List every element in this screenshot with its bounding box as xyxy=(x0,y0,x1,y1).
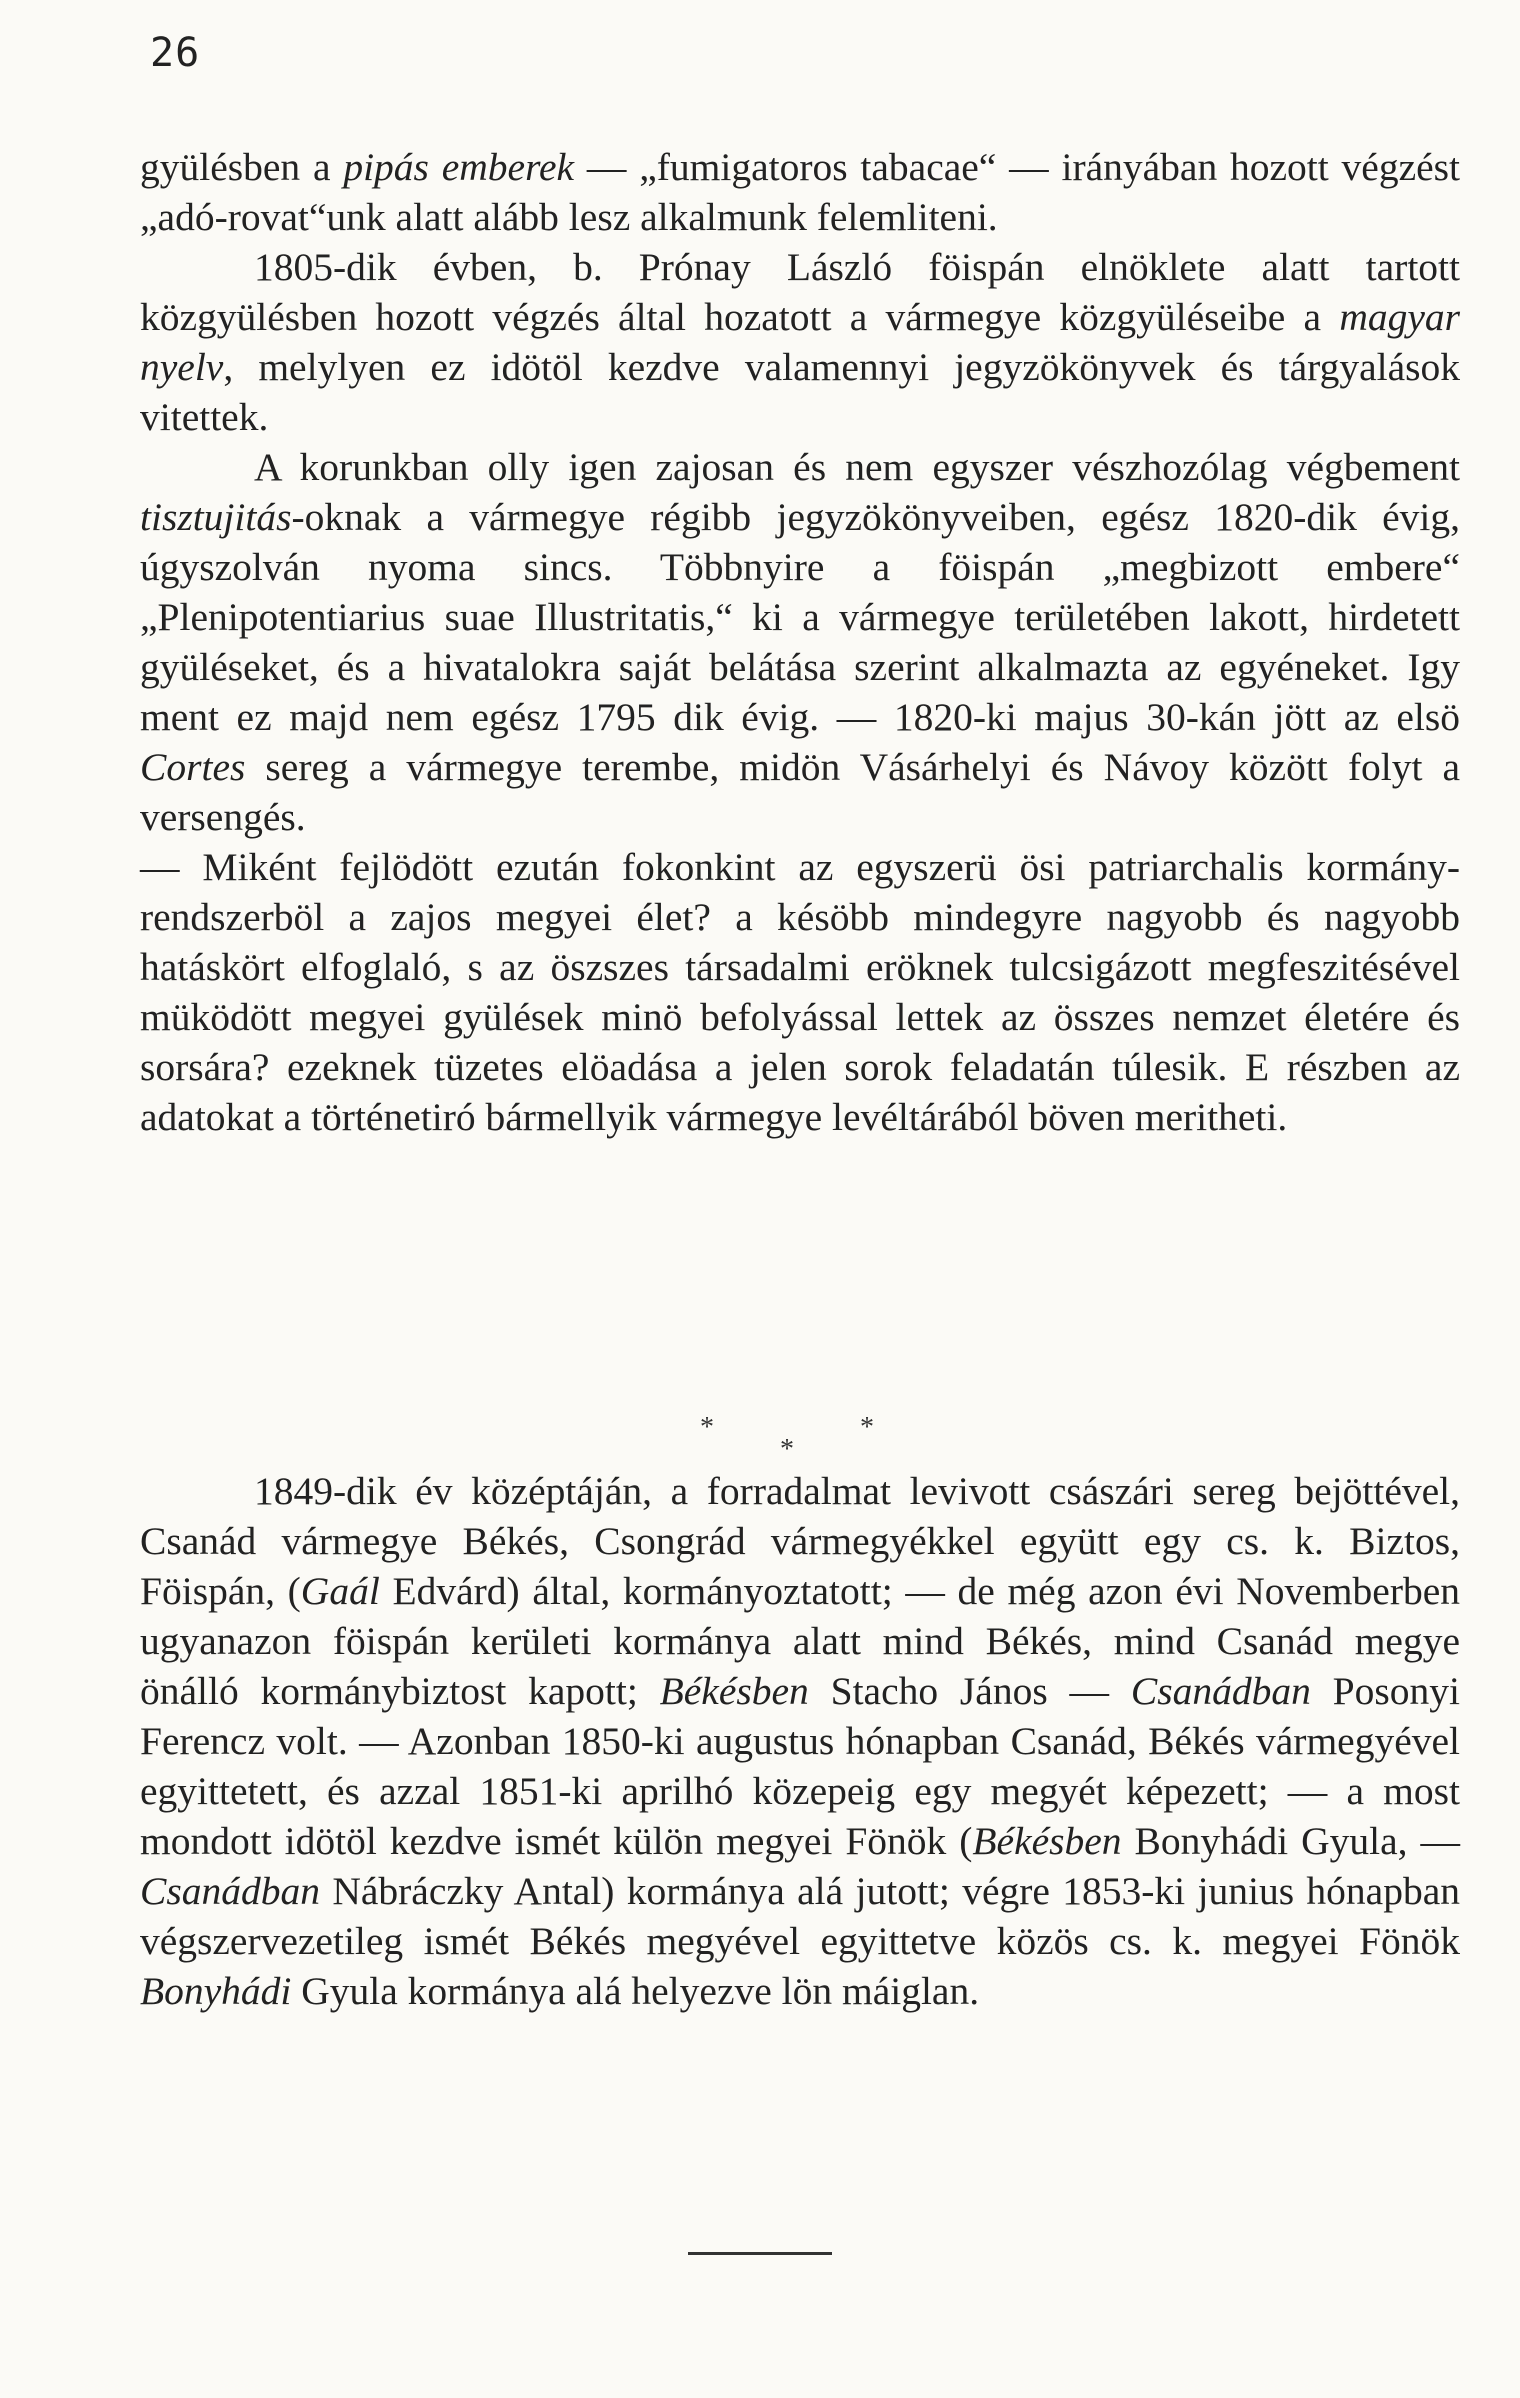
text-run: gyülésben a xyxy=(140,145,344,189)
italic-term: Békésben xyxy=(972,1819,1122,1863)
page-number: 26 xyxy=(150,30,201,76)
text-run: sereg a vármegye terembe, midön Vásárhelyi és Návoy között folyt a versengés. xyxy=(140,745,1460,839)
section-separator xyxy=(700,1412,900,1472)
text-run: — Miként fejlödött ezután fokonkint az egyszerü ösi patriarchalis kormány-rendszerböl a zajos megyei élet? a késöbb mindegyre nagyobb és nagyobb hatáskört elfoglaló, s az öszszes társadalmi eröknek tulcsigázott megfeszitésével müködött megyei gyülések minö befolyással lettek az összes nemzet életére és sorsára? ezeknek tüzetes elöadása a jelen sorok feladatán túlesik. E részben az adatokat a történetiró bármellyik vármegye levéltárából böven meritheti. xyxy=(140,845,1460,1139)
italic-term: Bonyhádi xyxy=(140,1969,292,2013)
italic-term: Csanádban xyxy=(1130,1669,1311,1713)
italic-term: Cortes xyxy=(140,745,246,789)
paragraph-4 xyxy=(140,842,1460,1142)
text-run: Gyula kormánya alá helyezve lön máiglan. xyxy=(291,1969,980,2013)
italic-term: tisztujitás xyxy=(140,495,292,539)
italic-term: magyar nyelv xyxy=(140,295,1460,389)
text-section-2 xyxy=(140,1466,1460,2016)
asterism-star: * xyxy=(780,1434,794,1465)
paragraph-1 xyxy=(140,142,1460,242)
text-run: Posonyi Ferencz volt. — Azonban 1850-ki augustus hónapban Csanád, Békés vármegyével egyittetett, és azzal 1851-ki aprilhó közepeig egy megyét képezett; — a most mondott idötöl kezdve ismét külön megyei Fönök ( xyxy=(140,1669,1460,1863)
text-run: — „fumigatoros tabacae“ — irányában hozott végzést „adó-rovat“unk alatt alább lesz alkalmunk felemliteni. xyxy=(140,145,1461,239)
text-run: -oknak a vármegye régibb jegyzökönyveiben, egész 1820-dik évig, úgyszolván nyoma sincs. Többnyire a föispán „megbizott embere“ „Plenipotentiarius suae Illustritatis,“ ki a vármegye területében lakott, hirdetett gyüléseket, és a hivatalokra saját belátása szerint alkalmazta az egyéneket. Igy ment ez majd nem egész 1795 dik évig. — 1820-ki majus 30-kán jött az elsö xyxy=(140,495,1460,739)
italic-term: Csanádban xyxy=(140,1869,320,1913)
asterism-star: * xyxy=(700,1412,714,1443)
italic-term: pipás emberek xyxy=(343,145,575,189)
text-run: Stacho János — xyxy=(808,1669,1131,1713)
paragraph-5 xyxy=(140,1466,1460,2016)
text-run: Nábráczky Antal) kormánya alá jutott; végre 1853-ki junius hónapban végszervezetileg ismét Békés megyével egyittetve közös cs. k. megyei Fönök xyxy=(140,1869,1460,1963)
text-run: A korunkban olly igen zajosan és nem egyszer vészhozólag végbement xyxy=(254,445,1460,489)
italic-term: Békésben xyxy=(659,1669,809,1713)
text-run: Bonyhádi Gyula, — xyxy=(1121,1819,1460,1863)
italic-term: Gaál xyxy=(300,1569,380,1613)
paragraph-2 xyxy=(140,242,1460,442)
text-run: 1849-dik év középtáján, a forradalmat levivott császári sereg bejöttével, Csanád vármegye Békés, Csongrád vármegyékkel együtt egy cs. k. Biztos, Föispán, ( xyxy=(140,1469,1460,1613)
end-rule xyxy=(688,2252,832,2255)
paragraph-3 xyxy=(140,442,1460,842)
text-run: Edvárd) által, kormányoztatott; — de még azon évi Novemberben ugyanazon föispán kerületi kormánya alatt mind Békés, mind Csanád megye önálló kormánybiztost kapott; xyxy=(140,1569,1461,1713)
asterism-star: * xyxy=(860,1412,874,1443)
text-run: , melylyen ez idötöl kezdve valamennyi jegyzökönyvek és tárgyalások vitettek. xyxy=(140,345,1460,439)
text-section-1 xyxy=(140,142,1460,1142)
text-run: 1805-dik évben, b. Prónay László föispán elnöklete alatt tartott közgyülésben hozott végzés által hozatott a vármegye közgyüléseibe a xyxy=(140,245,1460,339)
